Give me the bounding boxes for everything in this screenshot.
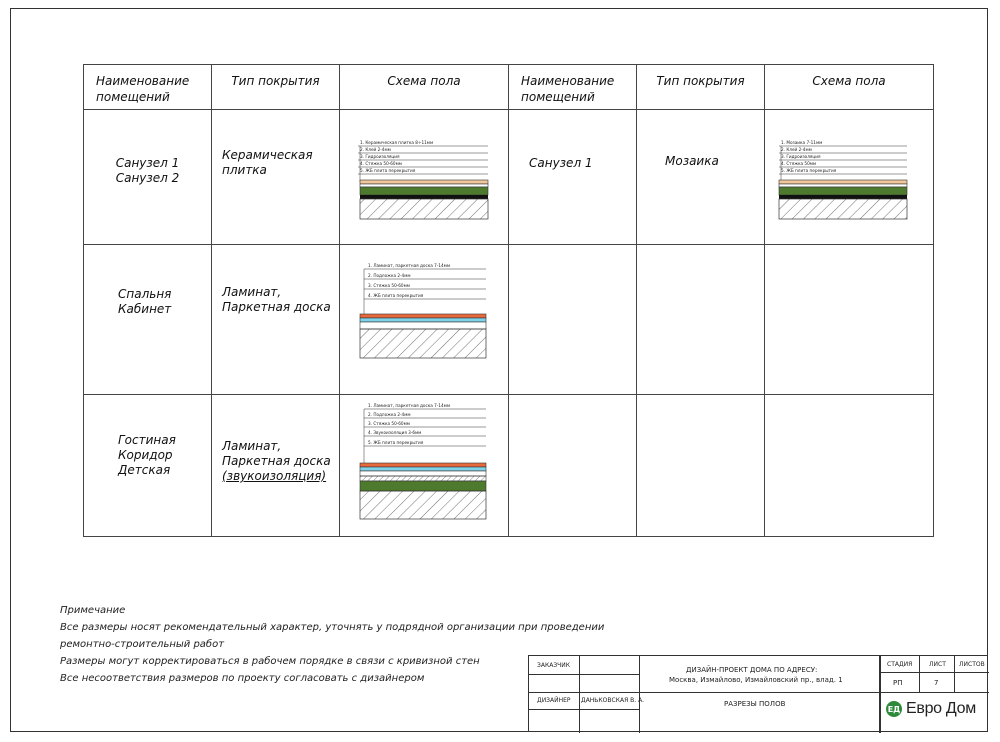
notes-line: ремонтно-строительный работ	[60, 639, 225, 650]
room-cell: Спальня Кабинет	[84, 245, 212, 395]
layer-labels	[368, 263, 450, 298]
company-logo	[886, 700, 976, 718]
underlay-layer	[360, 467, 486, 471]
notes-line: Все размеры носят рекомендательный характер, уточнять у подрядной организации при проведении	[60, 622, 605, 633]
soundproofing-note: (звукоизоляция)	[222, 469, 327, 483]
screed-layer	[360, 322, 486, 329]
slab-layer	[360, 491, 486, 519]
layer-label: 2. Подложка 2-4мм	[368, 273, 411, 278]
scheme-cell	[340, 245, 509, 395]
screed-layer	[779, 187, 907, 195]
layer-label: 1. Ламинат, паркетная доска 7-14мм	[368, 263, 450, 268]
logo-mark-icon: ЕД	[886, 701, 902, 717]
notes-line: Все несоответствия размеров по проекту согласовать с дизайнером	[60, 673, 425, 684]
floor-scheme-ceramic	[340, 110, 508, 240]
layer-label: 1. Керамическая плитка 8÷11мм	[360, 140, 434, 145]
stage-value: РП	[893, 679, 903, 687]
header-floor-scheme-right: Схема пола	[765, 65, 934, 110]
sheet-title: РАЗРЕЗЫ ПОЛОВ	[724, 700, 786, 708]
header-finish-type-left: Тип покрытия	[212, 65, 340, 110]
sheet-value: 7	[934, 679, 939, 687]
floor-scheme-laminate-soundproof	[340, 395, 508, 532]
layer-labels	[781, 140, 837, 173]
layer-label: 4. Стяжка 50-60мм	[360, 161, 402, 166]
layer-label: 3. Гидроизоляция	[360, 154, 400, 159]
floor-scheme-laminate	[340, 245, 508, 390]
title-block	[528, 655, 988, 732]
finish-cell: Керамическая плитка	[212, 110, 340, 245]
room-cell: Санузел 1	[509, 110, 637, 245]
sheet-label: ЛИСТ	[929, 661, 946, 668]
layer-label: 5. ЖБ плита перекрытия	[360, 168, 416, 173]
slab-layer	[360, 329, 486, 358]
scheme-cell	[340, 395, 509, 537]
layer-label: 3. Гидроизоляция	[781, 154, 821, 159]
floor-scheme-mosaic	[765, 110, 933, 240]
screed-layer	[360, 481, 486, 491]
layer-label: 5. ЖБ плита перекрытия	[781, 168, 837, 173]
project-title: ДИЗАЙН-ПРОЕКТ ДОМА ПО АДРЕСУ:	[686, 666, 818, 674]
scheme-cell	[340, 110, 509, 245]
floor-sections-table	[83, 64, 934, 537]
header-row	[84, 65, 934, 110]
stage-label: СТАДИЯ	[887, 661, 913, 668]
layer-label: 1. Мозаика 7-11мм	[781, 140, 823, 145]
designer-name: ДАНЬКОВСКАЯ В. А.	[581, 697, 645, 704]
finish-cell: Ламинат, Паркетная доска	[212, 245, 340, 395]
layer-label: 2. Подложка 2-4мм	[368, 412, 411, 417]
screed-layer	[360, 187, 488, 195]
header-room-name-right: Наименование помещений	[509, 65, 637, 110]
notes-block	[60, 602, 604, 687]
soundproofing-layer	[360, 476, 486, 481]
notes-title: Примечание	[60, 605, 126, 616]
layer-label: 5. ЖБ плита перекрытия	[368, 440, 424, 445]
slab-layer	[360, 199, 488, 219]
mosaic-layer	[779, 180, 907, 184]
room-cell: Гостиная Коридор Детская	[84, 395, 212, 537]
header-finish-type-right: Тип покрытия	[637, 65, 765, 110]
layer-label: 3. Стяжка 50-60мм	[368, 421, 410, 426]
empty-cell	[637, 395, 765, 537]
designer-label: ДИЗАЙНЕР	[537, 697, 571, 704]
layer-label: 4. ЖБ плита перекрытия	[368, 293, 424, 298]
laminate-layer	[360, 463, 486, 467]
layer-label: 3. Стяжка 50-60мм	[368, 283, 410, 288]
ceramic-layer	[360, 180, 488, 184]
finish-cell: Ламинат, Паркетная доска (звукоизоляция)	[212, 395, 340, 537]
logo-text: Евро Дом	[906, 700, 976, 717]
notes-line: Размеры могут корректироваться в рабочем порядке в связи с кривизной стен	[60, 656, 480, 667]
laminate-layer	[360, 314, 486, 318]
empty-cell	[509, 395, 637, 537]
table-row	[84, 110, 934, 245]
empty-cell	[637, 245, 765, 395]
room-cell: Санузел 1 Санузел 2	[84, 110, 212, 245]
finish-cell: Мозаика	[637, 110, 765, 245]
table-row	[84, 395, 934, 537]
empty-cell	[509, 245, 637, 395]
layer-label: 2. Клей 2-4мм	[360, 147, 391, 152]
layer-labels	[368, 403, 450, 445]
table-row	[84, 245, 934, 395]
customer-label: ЗАКАЗЧИК	[537, 662, 571, 669]
header-room-name-left: Наименование помещений	[84, 65, 212, 110]
scheme-cell	[765, 110, 934, 245]
project-address: Москва, Измайлово, Измайловский пр., влад. 1	[669, 676, 843, 684]
sheets-label: ЛИСТОВ	[959, 661, 985, 668]
empty-cell	[765, 395, 934, 537]
layer-label: 4. Стяжка 50мм	[781, 161, 817, 166]
layer-labels	[360, 140, 433, 173]
layer-label: 2. Клей 2-4мм	[781, 147, 812, 152]
header-floor-scheme-left: Схема пола	[340, 65, 509, 110]
layer-label: 4. Звукоизоляция 3-6мм	[368, 430, 422, 435]
layer-label: 1. Ламинат, паркетная доска 7-14мм	[368, 403, 450, 408]
slab-layer	[779, 199, 907, 219]
underlay-layer	[360, 318, 486, 322]
empty-cell	[765, 245, 934, 395]
